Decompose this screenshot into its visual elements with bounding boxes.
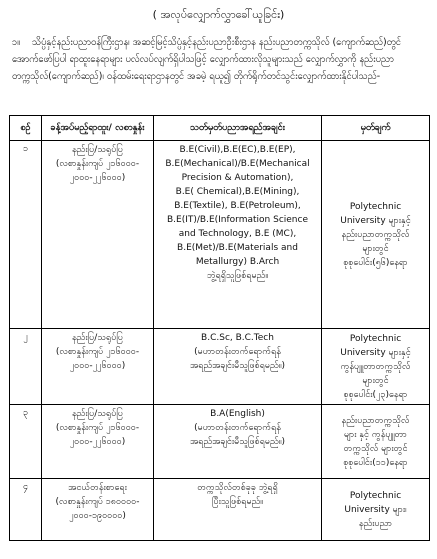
positions-table [9, 115, 430, 541]
table-row [10, 329, 430, 405]
row-position: နည်းပြ/သရုပ်ပြ (လစာနှုန်းကျပ် ၂၁၆၀၀၀- ၂၀၀၀-၂၂၆၀၀၀) [42, 405, 154, 479]
row-remark: နည်းပညာတက္ကသိုလ် များ နှင့် ကွန်ပျူတာ တက္ကသိုလ် များတွင် စုစုပေါင်း(၁၁)နေရာ [322, 405, 430, 479]
row-position: နည်းပြ/သရုပ်ပြ (လစာနှုန်းကျပ် ၂၁၆၀၀၀- ၂၀၀၀-၂၂၆၀၀၀) [42, 329, 154, 405]
row-qualification: တက္ကသိုလ်တစ်ခုခု ဘွဲ့ရရှိ ပြီးသူဖြစ်ရမည်။ [154, 479, 322, 541]
intro-paragraph [12, 34, 430, 85]
row-no: ၃ [10, 405, 42, 479]
row-position: နည်းပြ/သရုပ်ပြ (လစာနှုန်းကျပ် ၂၁၆၀၀၀- ၂၀၀၀-၂၂၆၀၀၀) [42, 141, 154, 329]
header-qualification: သတ်မှတ်ပညာအရည်အချင်း [154, 116, 322, 141]
row-qualification: B.E(Civil),B.E(EC),B.E(EP), B.E(Mechanical)/B.E(Mechanical Precision & Automation), B.E( Chemical),B.E(Mining), B.E(Textile), B.E(Petroleum), B.E(IT)/B.E(Information Science and Technology, B.E (MC), B.E(Met)/B.E(Materials and Metallurgy) B.Arch ဘွဲ့ရရှိသူဖြစ်ရမည်။ [154, 141, 322, 329]
header-position: ခန့်အပ်မည့်ရာထူး/ လစာနှုန်း [42, 116, 154, 141]
header-no: စဉ် [10, 116, 42, 141]
row-position: အငယ်တန်းစာရေး (လစာနှုန်းကျပ် ၁၈၀၀၀၀- ၂၀၀၀-၁၉၀၀၀၀) [42, 479, 154, 541]
row-no: ၂ [10, 329, 42, 405]
row-qualification: B.C.Sc, B.C.Tech (မဟာတန်းတက်ရောက်ရန် အရည်အချင်းမီသူဖြစ်ရမည်။) [154, 329, 322, 405]
row-no: ၁ [10, 141, 42, 329]
row-remark: Polytechnic University များ၊ နည်းပညာ [322, 479, 430, 541]
row-remark: Polytechnic University များနှင့် ကွန်ပျူတာတက္ကသိုလ် များတွင် စုစုပေါင်း(၂၃)နေရာ [322, 329, 430, 405]
row-remark: Polytechnic University များနှင့် နည်းပညာတက္ကသိုလ် များတွင် စုစုပေါင်း(၅၆)နေရာ [322, 141, 430, 329]
header-remark: မှတ်ချက် [322, 116, 430, 141]
row-qualification: B.A(English) (မဟာတန်းတက်ရောက်ရန် အရည်အချင်းမီသူဖြစ်ရမည်။) [154, 405, 322, 479]
table-row [10, 141, 430, 329]
row-no: ၄ [10, 479, 42, 541]
intro-text: သိပ္ပံနှင့်နည်းပညာဝန်ကြီးဌာန၊ အဆင့်မြင့်သိပ္ပံနှင့်နည်းပညာဦးစီးဌာန နည်းပညာတက္ကသိုလ် (ကျောက်ဆည်)တွင် အောက်ဖော်ပြပါ ရာထူးနေရာများ ပလ်လပ်လျက်ရှိပါသဖြင့် လျှောက်ထားလိုသူများသည် လျှောက်လွှာကို နည်းပညာတက္ကသိုလ်(ကျောက်ဆည်)၊ ဝန်ထမ်းရေးရာဌာနတွင် အခမဲ့ ရယူ၍ တိုက်ရိုက်တင်သွင်းလျှောက်ထားနိုင်ပါသည်- [12, 37, 402, 82]
table-row [10, 405, 430, 479]
table-row [10, 479, 430, 541]
intro-number: ၁။ [12, 37, 21, 48]
notice-title: ( အလုပ်လျှောက်လွှာခေါ်ယူခြင်း) [152, 8, 285, 21]
table-header-row [10, 116, 430, 141]
